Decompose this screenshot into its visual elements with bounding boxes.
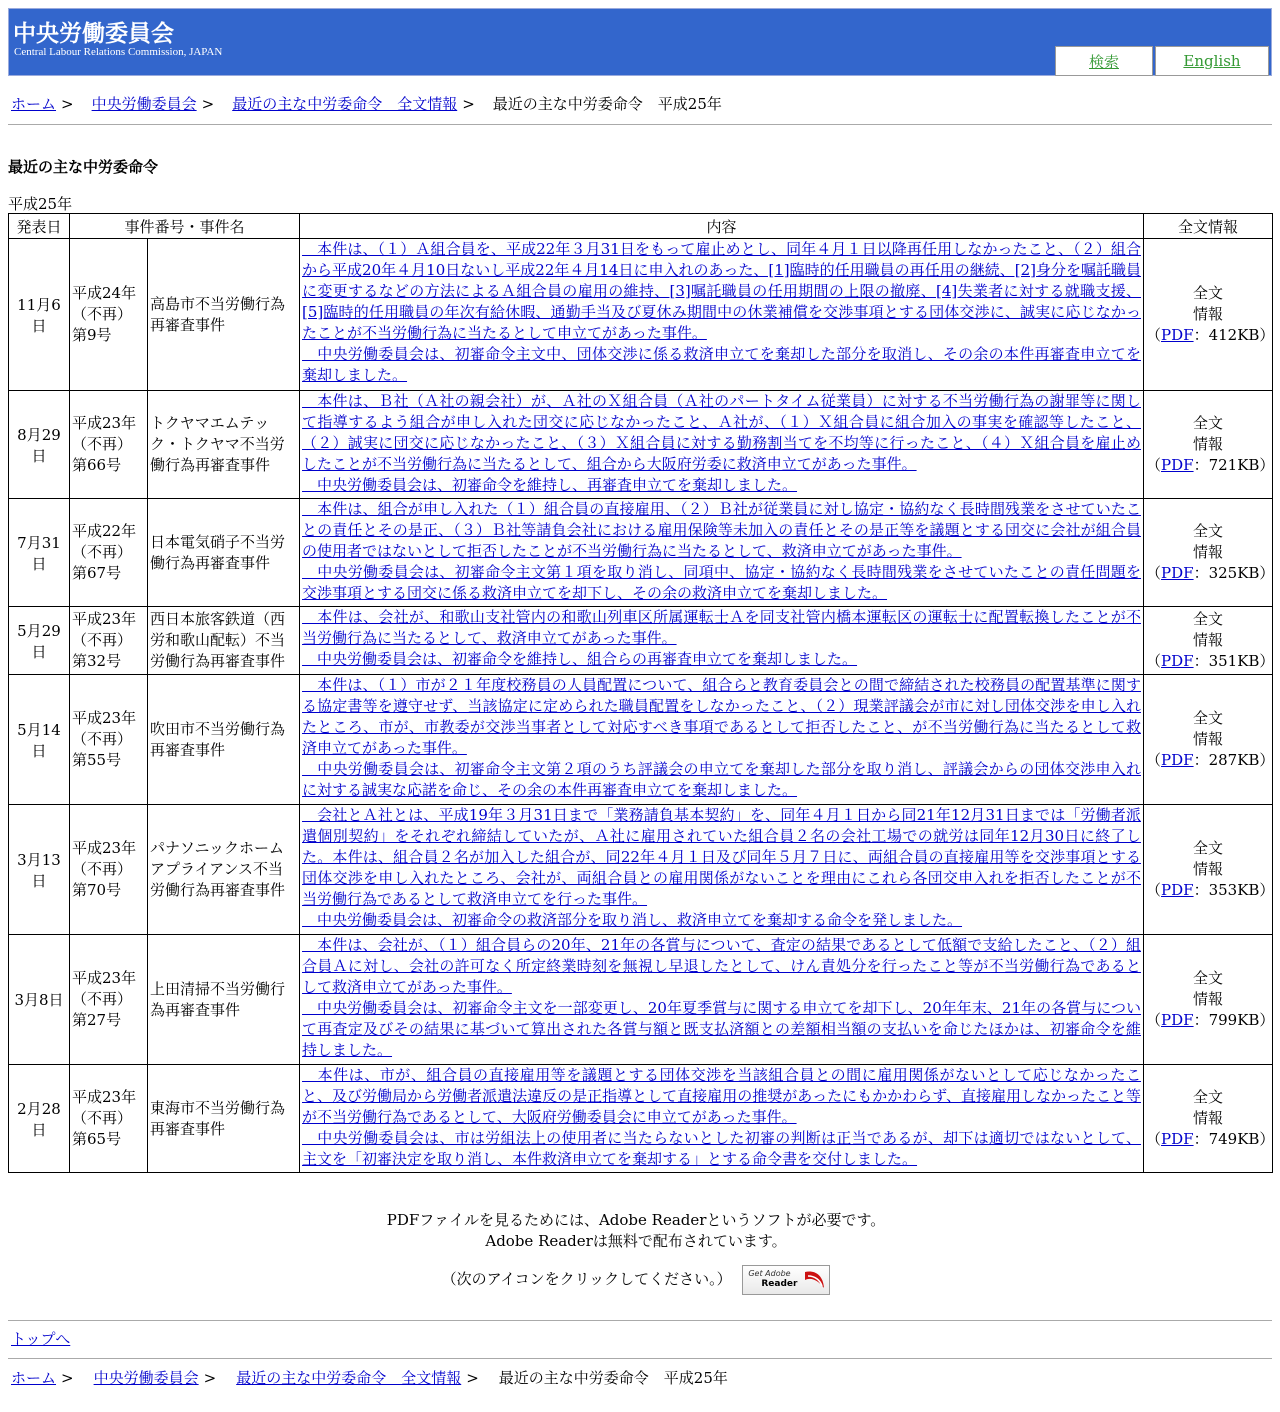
case-name: パナソニックホームアプライアンス不当労働行為再審査事件 [148,805,300,935]
breadcrumb-home[interactable]: ホーム [11,1369,57,1387]
case-number [70,239,148,391]
release-date: 2月28日 [9,1065,70,1173]
page-title: 最近の主な中労委命令 [8,158,159,176]
case-name: 西日本旅客鉄道（西労和歌山配転）不当労働行為再審査事件 [148,607,300,675]
full-text-label: 全文 [1193,414,1224,432]
pdf-info: （PDF：353KB） [1146,881,1275,899]
summary-link[interactable]: 本件は、（１）Ａ組合員を、平成22年３月31日をもって雇止めとし、同年４月１日以降再任用しなかったこと、（２）組合から平成20年４月10日ないし平成22年４月14日に申入れのあった、[1]臨時的任用職員の再任用の継続、[2]身分を嘱託職員に変更するなどの方法によるＡ組合員の雇用の維持、[3]嘱託職員の任用期間の上限の撤廃、[4]失業者に対する就職支援、[5]臨時的任用職員の年次有給休暇、通勤手当及び夏休み期間中の休業補償を交渉事項とする団体交渉に、誠実に応じなかったことが不当労働行為に当たるとして申立てがあった事件。 [302,240,1142,342]
content-summary [300,499,1144,607]
table-header-row [9,214,1273,239]
pdf-info: （PDF：325KB） [1146,564,1275,582]
case-number-type: （不再） [72,860,133,878]
ruling-link[interactable]: 中央労働委員会は、市は労組法上の使用者に当たらないとした初審の判断は正当であるが、却下は適切ではないとして、主文を「初審決定を取り消し、本件救済申立てを棄却する」とする命令書を交付しました。 [302,1129,1142,1168]
pdf-size: ：287KB） [1193,751,1275,769]
full-text-label: 全文 [1193,969,1224,987]
case-name: 高島市不当労働行為再審査事件 [148,239,300,391]
breadcrumb-separator: > [462,95,475,113]
english-button[interactable] [1155,46,1269,76]
case-name: 東海市不当労働行為再審査事件 [148,1065,300,1173]
case-number-no: 第65号 [72,1130,122,1148]
table-row [9,239,1273,391]
table-row [9,391,1273,499]
content-summary [300,1065,1144,1173]
full-text-label: 情報 [1193,990,1224,1008]
ruling-link[interactable]: 中央労働委員会は、初審命令主文中、団体交渉に係る救済申立てを棄却した部分を取消し、その余の本件再審査申立てを棄却しました。 [302,345,1142,384]
breadcrumb-commission[interactable]: 中央労働委員会 [93,1369,199,1387]
case-number-type: （不再） [72,543,133,561]
full-text-label: 情報 [1193,1109,1224,1127]
case-number-year: 平成23年 [72,709,137,727]
search-button[interactable] [1055,46,1153,76]
case-number [70,499,148,607]
ruling-link[interactable]: 中央労働委員会は、初審命令主文第２項のうち評議会の申立てを棄却した部分を取り消し、評議会からの団体交渉申入れに対する誠実な応諾を命じ、その余の本件再審査申立てを棄却しました。 [302,760,1142,799]
full-text-label: 情報 [1193,305,1224,323]
case-number-year: 平成24年 [72,284,137,302]
content-summary [300,239,1144,391]
table-row [9,1065,1273,1173]
pdf-info: （PDF：749KB） [1146,1130,1275,1148]
breadcrumb-separator: > [61,1369,74,1387]
case-number-type: （不再） [72,1109,133,1127]
pdf-info: （PDF：412KB） [1146,326,1275,344]
case-number-no: 第32号 [72,652,122,670]
pdf-note-line3: （次のアイコンをクリックしてください。） [441,1270,732,1288]
case-number-year: 平成22年 [72,522,137,540]
table-row [9,675,1273,805]
full-text-cell [1144,499,1273,607]
full-text-label: 全文 [1193,709,1224,727]
full-text-cell [1144,391,1273,499]
header-links [1053,46,1269,76]
english-link[interactable]: English [1183,52,1241,70]
full-text-label: 全文 [1193,522,1224,540]
ruling-link[interactable]: 中央労働委員会は、初審命令主文を一部変更し、20年夏季賞与に関する申立てを却下し、20年年末、21年の各賞与について再査定及びその結果に基づいて算出された各賞与額と既支払済額との差額相当額の支払いを命じたほかは、初審命令を維持しました。 [302,999,1142,1059]
summary-link[interactable]: 会社とＡ社とは、平成19年３月31日まで「業務請負基本契約」を、同年４月１日から同21年12月31日までは「労働者派遣個別契約」をそれぞれ締結していたが、Ａ社に雇用されていた組合員２名の会社工場での就労は同年12月30日に終了した。本件は、組合員２名が加入した組合が、同22年４月１日及び同年５月７日に、両組合員の直接雇用等を交渉事項とする団体交渉を申し入れたところ、会社が、両組合員との雇用関係がないことを理由にこれら各団交申入れを拒否したことが不当労働行為であるとして救済申立てを行った事件。 [302,806,1142,908]
pdf-size: ：799KB） [1193,1011,1275,1029]
header-case: 事件番号・事件名 [70,214,300,239]
breadcrumb-separator: > [466,1369,479,1387]
summary-link[interactable]: 本件は、市が、組合員の直接雇用等を議題とする団体交渉を当該組合員との間に雇用関係がないとして応じなかったこと、及び労働局から労働者派遣法違反の是正指導として直接雇用の推奨があったにもかかわらず、直接雇用しなかったこと等が不当労働行為であるとして、大阪府労働委員会に申立てがあった事件。 [302,1066,1142,1126]
case-name: 日本電気硝子不当労働行為再審査事件 [148,499,300,607]
content-summary [300,391,1144,499]
breadcrumb-bottom [11,1367,728,1388]
pdf-note-line2: Adobe Readerは無料で配布されています。 [485,1232,787,1250]
summary-link[interactable]: 本件は、会社が、和歌山支社管内の和歌山列車区所属運転士Ａを同支社管内橋本運転区の運転士に配置転換したことが不当労働行為に当たるとして、救済申立てがあった事件。 [302,608,1142,647]
pdf-size: ：721KB） [1193,456,1275,474]
pdf-info: （PDF：721KB） [1146,456,1275,474]
full-text-cell [1144,935,1273,1065]
summary-link[interactable]: 本件は、組合が申し入れた（１）組合員の直接雇用、（２）Ｂ社が従業員に対し協定・協約なく長時間残業をさせていたことの責任とその是正、（３）Ｂ社等請負会社における雇用保険等未加入の責任とその是正等を議題とする団交に会社が組合員の使用者ではないとして拒否したことが不当労働行為に当たるとして、救済申立てがあった事件。 [302,500,1142,560]
header-content: 内容 [300,214,1144,239]
case-number-type: （不再） [72,435,133,453]
table-row [9,935,1273,1065]
case-number-type: （不再） [72,305,133,323]
case-name: トクヤマエムテック・トクヤマ不当労働行為再審査事件 [148,391,300,499]
pdf-size: ：749KB） [1193,1130,1275,1148]
divider [8,1358,1272,1359]
pdf-size: ：353KB） [1193,881,1275,899]
pdf-link[interactable]: PDF [1161,1011,1194,1029]
breadcrumb-commission[interactable]: 中央労働委員会 [91,95,197,113]
full-text-label: 全文 [1193,1088,1224,1106]
release-date: 11月6日 [9,239,70,391]
content-summary [300,805,1144,935]
pdf-info: （PDF：287KB） [1146,751,1275,769]
back-to-top-link[interactable]: トップへ [11,1330,71,1348]
pdf-note-line1: PDFファイルを見るためには、Adobe Readerというソフトが必要です。 [386,1211,886,1229]
case-number-no: 第70号 [72,881,122,899]
breadcrumb-orders-index[interactable]: 最近の主な中労委命令 全文情報 [232,95,458,113]
pdf-link[interactable]: PDF [1161,1130,1194,1148]
divider [8,124,1272,125]
content-summary [300,607,1144,675]
get-adobe-reader-button[interactable] [742,1265,830,1295]
pdf-size: ：412KB） [1193,326,1275,344]
case-number-year: 平成23年 [72,969,137,987]
release-date: 3月13日 [9,805,70,935]
full-text-label: 情報 [1193,631,1224,649]
summary-link[interactable]: 本件は、（１）市が２１年度校務員の人員配置について、組合らと教育委員会との間で締結された校務員の配置基準に関する協定書等を遵守せず、当該協定に定められた職員配置をしなかったこと、（２）現業評議会が市に対し団体交渉を申し入れたところ、市が、市教委が交渉当事者として対応すべき事項であるとして拒否したこと、が不当労働行為に当たるとして救済申立てがあった事件。 [302,676,1142,757]
breadcrumb-separator: > [61,95,74,113]
full-text-label: 全文 [1193,610,1224,628]
breadcrumb-home[interactable]: ホーム [11,95,57,113]
release-date: 8月29日 [9,391,70,499]
breadcrumb-current: 最近の主な中労委命令 平成25年 [498,1369,728,1387]
summary-link[interactable]: 本件は、Ｂ社（Ａ社の親会社）が、Ａ社のＸ組合員（Ａ社のパートタイム従業員）に対する不当労働行為の謝罪等に関して指導するよう組合が申し入れた団交に応じなかったこと、Ａ社が、（１）Ｘ組合員に組合加入の事実を確認等したこと、（２）誠実に団交に応じなかったこと、（３）Ｘ組合員に対する勤務割当てを不均等に行ったこと、（４）Ｘ組合員を雇止めしたことが不当労働行為に当たるとして、組合から大阪府労委に救済申立てがあった事件。 [302,392,1142,473]
release-date: 5月29日 [9,607,70,675]
case-number-year: 平成23年 [72,1088,137,1106]
full-text-label: 情報 [1193,543,1224,561]
breadcrumb [11,93,722,114]
full-text-label: 情報 [1193,730,1224,748]
breadcrumb-separator: > [201,95,215,113]
case-number-year: 平成23年 [72,610,137,628]
adobe-reader-icon [802,1268,826,1292]
orders-table [8,213,1273,1173]
full-text-label: 全文 [1193,839,1224,857]
full-text-label: 情報 [1193,435,1224,453]
case-number-no: 第66号 [72,456,122,474]
full-text-cell [1144,1065,1273,1173]
full-text-cell [1144,239,1273,391]
table-row [9,499,1273,607]
adobe-badge-get: Get Adobe [748,1269,791,1278]
pdf-link[interactable]: PDF [1161,564,1194,582]
case-number [70,675,148,805]
header-fulltext: 全文情報 [1144,214,1273,239]
pdf-size: ：325KB） [1193,564,1275,582]
case-number-year: 平成23年 [72,839,137,857]
case-number [70,935,148,1065]
case-number [70,1065,148,1173]
case-name: 吹田市不当労働行為再審査事件 [148,675,300,805]
case-number-type: （不再） [72,730,133,748]
case-number-no: 第55号 [72,751,122,769]
case-number-no: 第9号 [72,326,112,344]
ruling-link[interactable]: 中央労働委員会は、初審命令主文第１項を取り消し、同項中、協定・協約なく長時間残業をさせていたことの責任問題を交渉事項とする団交に係る救済申立てを却下し、その余の救済申立てを棄却しました。 [302,563,1142,602]
case-number-type: （不再） [72,631,133,649]
full-text-label: 全文 [1193,284,1224,302]
year-label: 平成25年 [8,195,73,213]
release-date: 5月14日 [9,675,70,805]
pdf-link[interactable]: PDF [1161,881,1194,899]
summary-link[interactable]: 本件は、会社が、（１）組合員らの20年、21年の各賞与について、査定の結果であるとして低額で支給したこと、（２）組合員Ａに対し、会社の許可なく所定終業時刻を無視し早退したとして、けん責処分を行ったこと等が不当労働行為であるとして救済申立てがあった事件。 [302,936,1142,996]
breadcrumb-separator: > [203,1369,217,1387]
full-text-cell [1144,675,1273,805]
release-date: 3月8日 [9,935,70,1065]
site-subtitle: Central Labour Relations Commission, JAPAN [14,46,223,58]
case-number-no: 第67号 [72,564,122,582]
full-text-label: 情報 [1193,860,1224,878]
table-row [9,805,1273,935]
pdf-note-line3-wrap [0,1265,1272,1295]
pdf-link[interactable]: PDF [1161,326,1194,344]
pdf-info: （PDF：351KB） [1146,652,1275,670]
case-number [70,805,148,935]
content-summary [300,675,1144,805]
ruling-link[interactable]: 中央労働委員会は、初審命令を維持し、組合らの再審査申立てを棄却しました。 [302,650,858,668]
full-text-cell [1144,805,1273,935]
pdf-link[interactable]: PDF [1161,652,1194,670]
header-date: 発表日 [9,214,70,239]
site-header [8,8,1272,76]
search-link[interactable]: 検索 [1088,52,1119,71]
pdf-link[interactable]: PDF [1161,751,1194,769]
case-number [70,607,148,675]
ruling-link[interactable]: 中央労働委員会は、初審命令を維持し、再審査申立てを棄却しました。 [302,476,798,494]
table-row [9,607,1273,675]
divider [8,1320,1272,1321]
case-number-year: 平成23年 [72,414,137,432]
pdf-link[interactable]: PDF [1161,456,1194,474]
breadcrumb-current: 最近の主な中労委命令 平成25年 [492,95,722,113]
case-number-type: （不再） [72,990,133,1008]
pdf-info: （PDF：799KB） [1146,1011,1275,1029]
pdf-size: ：351KB） [1193,652,1275,670]
breadcrumb-orders-index[interactable]: 最近の主な中労委命令 全文情報 [236,1369,462,1387]
site-title[interactable]: 中央労働委員会 [13,21,174,47]
release-date: 7月31日 [9,499,70,607]
case-name: 上田清掃不当労働行為再審査事件 [148,935,300,1065]
full-text-cell [1144,607,1273,675]
case-number [70,391,148,499]
content-summary [300,935,1144,1065]
ruling-link[interactable]: 中央労働委員会は、初審命令の救済部分を取り消し、救済申立てを棄却する命令を発しました。 [302,911,963,929]
case-number-no: 第27号 [72,1011,122,1029]
adobe-badge-reader: Reader [761,1279,798,1289]
